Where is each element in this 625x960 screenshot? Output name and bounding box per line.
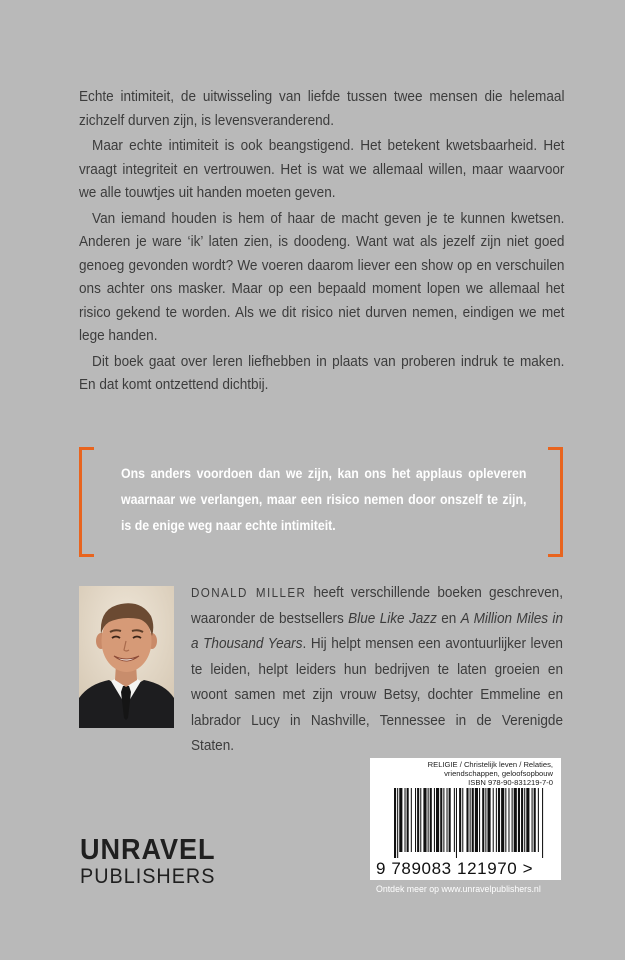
barcode-bar (496, 788, 497, 852)
website-link[interactable]: Ontdek meer op www.unravelpublishers.nl (376, 884, 541, 894)
barcode-bar (436, 788, 439, 852)
author-bio-text-2: en (436, 610, 461, 627)
barcode-bar (462, 788, 463, 852)
isbn-number: ISBN 978-90-831219-7-0 (468, 778, 553, 787)
barcode-bar (399, 788, 402, 852)
barcode-bar (485, 788, 486, 852)
barcode-bar (526, 788, 529, 852)
barcode-bar (417, 788, 419, 852)
barcode-bar (405, 788, 406, 852)
barcode-bar (505, 788, 506, 852)
barcode-bar (456, 788, 457, 858)
blurb-paragraph-3: Van iemand houden is hem of haar de macht geven je te kunnen kwetsen. Anderen je ware ‘ik’ laten zien, is doodeng. Want wat als jezelf zijn niet goed genoeg gevonden wordt? We voeren daarom liever een show op en verschuilen ons achter ons masker. Maar op een bepaald moment lopen we allemaal het risico gekend te worden. Als we dit risico niet durven nemen, eindigen we met lege handen. (79, 210, 565, 344)
barcode-bar (454, 788, 455, 852)
barcode-bar (407, 788, 409, 852)
barcode-bar (434, 788, 435, 852)
barcode-bar (449, 788, 451, 852)
genre-classification: RELIGIE / Christelijk leven / Relaties, vriendschappen, geloofsopbouw (427, 760, 553, 778)
barcode-bar (440, 788, 442, 852)
barcode-bar (493, 788, 494, 852)
pull-quote (79, 447, 563, 553)
blurb-paragraph-4: Dit boek gaat over leren liefhebben in plaats van proberen indruk te maken. En dat komt ontzettend dichtbij. (79, 353, 565, 393)
right-bracket-decoration (548, 447, 563, 557)
barcode-icon (394, 788, 546, 858)
pull-quote-text: Ons anders voordoen dan we zijn, kan ons het applaus opleveren waarnaar we verlangen, maar een risico nemen door onszelf te zijn, is de enige weg naar echte intimiteit. (121, 466, 527, 534)
barcode-digits: 9 789083 121970 > (376, 859, 534, 878)
barcode-bar (538, 788, 539, 852)
author-portrait-icon (79, 586, 174, 728)
author-name: DONALD MILLER (191, 586, 307, 600)
barcode-bar (524, 788, 525, 852)
barcode-bar (482, 788, 484, 852)
barcode-bar (415, 788, 416, 852)
barcode-bar (512, 788, 513, 852)
barcode-bar (470, 788, 471, 852)
barcode-bar (397, 788, 398, 858)
publisher-logo-line-2: PUBLISHERS (80, 864, 216, 888)
barcode-bar (430, 788, 432, 852)
barcode-bar (411, 788, 412, 852)
barcode-bar (514, 788, 517, 852)
blurb-paragraph-1: Echte intimiteit, de uitwisseling van liefde tussen twee mensen die helemaal zichzelf durven zijn, is levensveranderend. (79, 89, 565, 129)
barcode-bar (459, 788, 461, 852)
barcode-bar (487, 788, 490, 852)
publisher-logo (80, 836, 227, 888)
author-bio (191, 581, 563, 760)
barcode-bar (428, 788, 429, 852)
barcode-bar (472, 788, 474, 852)
barcode-bar (479, 788, 480, 852)
book-title-1: Blue Like Jazz (348, 610, 437, 627)
barcode-bar (508, 788, 509, 852)
barcode-bar (447, 788, 448, 852)
author-bio-text-3: . Hij helpt mensen een avontuurlijker leven te leiden, helpt leiders hun bedrijven te laten groeien en woont samen met zijn vrouw Betsy, dochter Emmeline en labrador Lucy in Nashville, Tennessee in de Verenigde Staten. (191, 636, 563, 754)
barcode-bar (443, 788, 444, 852)
book-title-2: A Million Miles in a Thousand Years (191, 610, 563, 652)
barcode-bar (534, 788, 536, 852)
left-bracket-decoration (79, 447, 94, 557)
barcode-bar (420, 788, 421, 852)
barcode-bar (498, 788, 500, 852)
barcode-bar (518, 788, 520, 852)
barcode-bar (542, 788, 543, 858)
barcode-bar (521, 788, 523, 852)
barcode-bar (501, 788, 504, 852)
isbn-barcode-box (370, 758, 561, 880)
barcode-bar (394, 788, 396, 858)
barcode-bar (466, 788, 468, 852)
blurb-paragraph-2: Maar echte intimiteit is ook beangstigend. Het betekent kwetsbaarheid. Het vraagt integriteit en vertrouwen. Het is wat we allemaal willen, maar waarvoor we alle touwtjes uit handen moeten geven. (79, 138, 565, 201)
author-photo (79, 586, 174, 728)
blurb-text (79, 86, 564, 398)
barcode-bar (532, 788, 533, 852)
publisher-logo-line-1: UNRAVEL (80, 834, 216, 866)
barcode-bar (423, 788, 426, 852)
author-bio-text-1: heeft verschillende boeken geschreven, waaronder de bestsellers (191, 585, 563, 627)
barcode-bar (475, 788, 478, 852)
